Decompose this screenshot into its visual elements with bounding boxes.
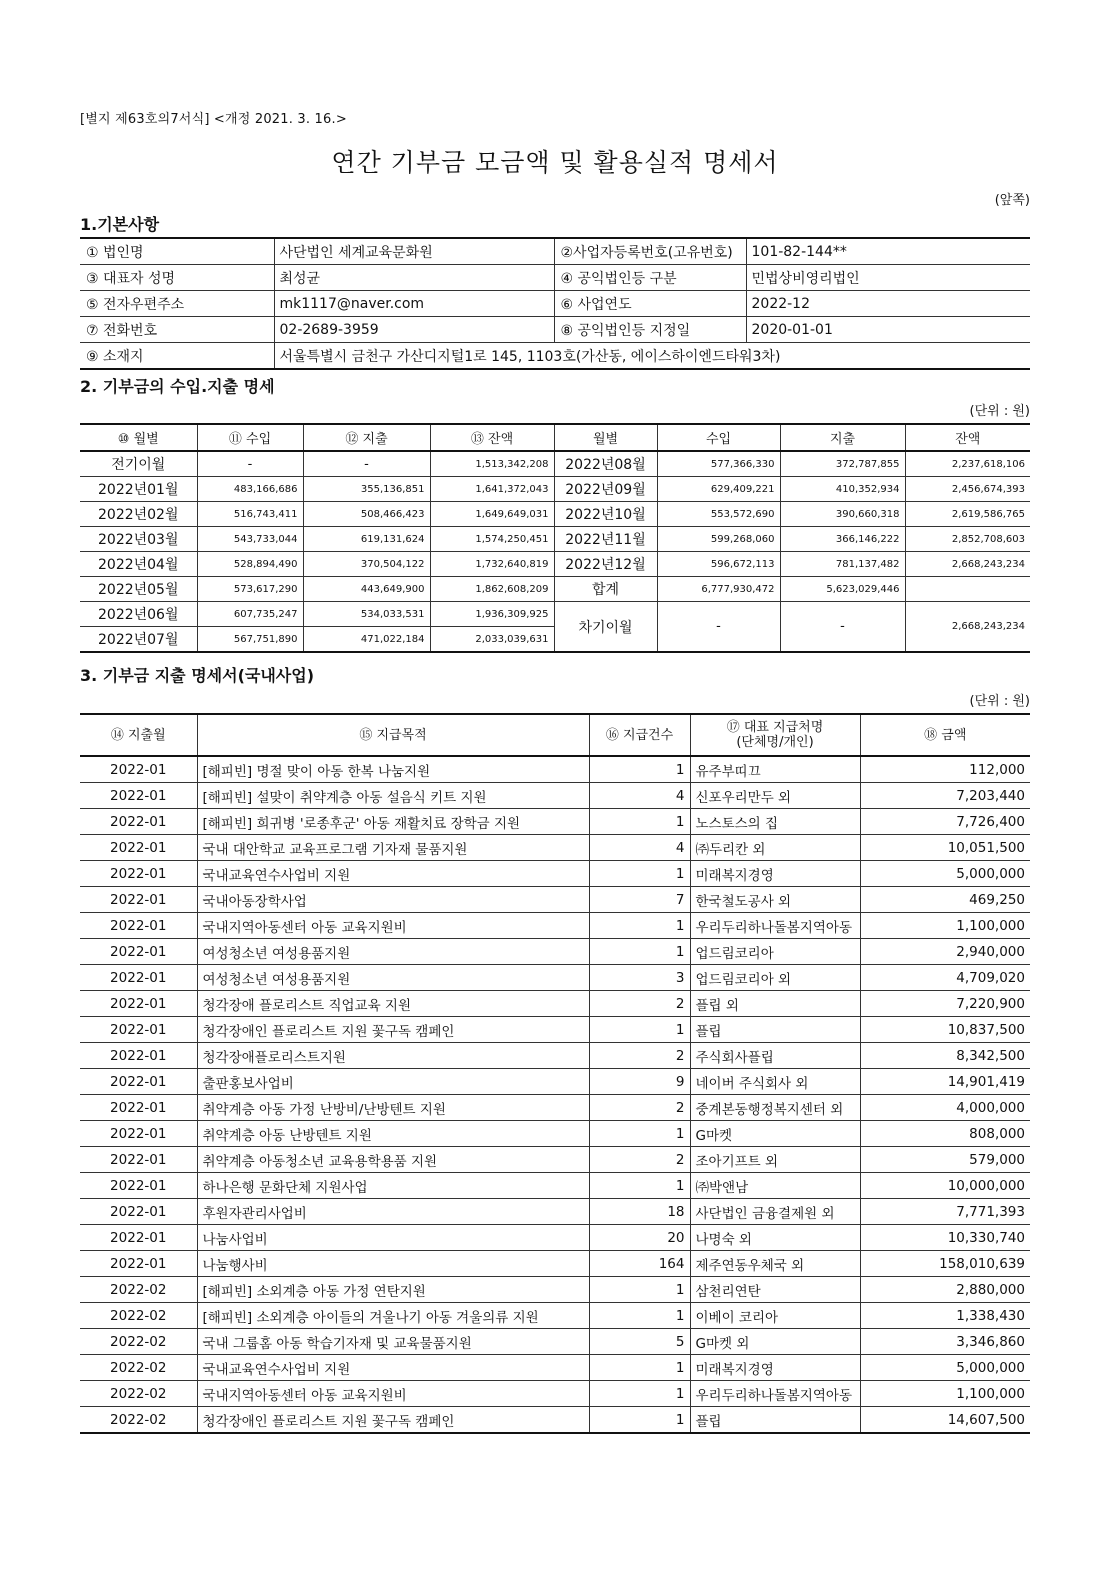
amount-cell: 158,010,639 (860, 1251, 1030, 1277)
field-value: 사단법인 세계교육문화원 (274, 238, 554, 265)
recipient-cell: 사단법인 금융결제원 외 (690, 1199, 860, 1225)
table-row (80, 1277, 1030, 1303)
month-cell: 2022년05월 (80, 577, 197, 602)
table-row (80, 1251, 1030, 1277)
address-row (80, 343, 1030, 370)
table-row (80, 1147, 1030, 1173)
table-row (80, 1095, 1030, 1121)
monthly-row (80, 552, 1030, 577)
col-header-line: ⑰ 대표 지급처명 (726, 720, 824, 735)
amount-cell: 1,100,000 (860, 913, 1030, 939)
field-label: ④ 공익법인등 구분 (554, 265, 746, 291)
amount-cell: 1,936,309,925 (430, 602, 554, 627)
month-cell: 2022-01 (80, 1095, 197, 1121)
info-row (80, 291, 1030, 317)
month-cell: 2022-01 (80, 1251, 197, 1277)
purpose-cell: 나눔사업비 (197, 1225, 589, 1251)
col-header: ⑫ 지출 (303, 424, 430, 451)
side-note: (앞쪽) (994, 193, 1030, 208)
table-row (80, 1303, 1030, 1329)
address-value: 서울특별시 금천구 가산디지털1로 145, 1103호(가산동, 에이스하이엔드타워3차) (274, 343, 1030, 370)
amount-cell: 599,268,060 (657, 527, 780, 552)
recipient-cell: 유주부띠끄 (690, 756, 860, 783)
recipient-cell: 이베이 코리아 (690, 1303, 860, 1329)
purpose-cell: [해피빈] 명절 맞이 아동 한복 나눔지원 (197, 756, 589, 783)
amount-cell: 534,033,531 (303, 602, 430, 627)
purpose-cell: 국내교육연수사업비 지원 (197, 861, 589, 887)
amount-cell: 355,136,851 (303, 477, 430, 502)
amount-cell: 567,751,890 (197, 627, 303, 653)
purpose-cell: [해피빈] 소외계층 아이들의 겨울나기 아동 겨울의류 지원 (197, 1303, 589, 1329)
count-cell: 2 (589, 1147, 690, 1173)
amount-cell: 1,862,608,209 (430, 577, 554, 602)
month-cell: 2022-01 (80, 939, 197, 965)
col-header: ⑯ 지급건수 (589, 714, 690, 756)
col-header: ⑪ 수입 (197, 424, 303, 451)
amount-cell: 2,668,243,234 (905, 552, 1030, 577)
amount-cell: 607,735,247 (197, 602, 303, 627)
purpose-cell: [해피빈] 설맞이 취약계층 아동 설음식 키트 지원 (197, 783, 589, 809)
info-row (80, 238, 1030, 265)
table-row (80, 1355, 1030, 1381)
count-cell: 1 (589, 939, 690, 965)
recipient-cell: ㈜두리칸 외 (690, 835, 860, 861)
amount-cell: 443,649,900 (303, 577, 430, 602)
month-cell: 2022-01 (80, 835, 197, 861)
field-label: ⑥ 사업연도 (554, 291, 746, 317)
col-header: ⑬ 잔액 (430, 424, 554, 451)
section-3-heading: 3. 기부금 지출 명세서(국내사업) (80, 666, 315, 685)
month-cell: 2022-01 (80, 809, 197, 835)
count-cell: 1 (589, 913, 690, 939)
carry-label: 차기이월 (554, 602, 657, 653)
recipient-cell: 업드림코리아 외 (690, 965, 860, 991)
count-cell: 1 (589, 1121, 690, 1147)
unit-note: (단위 : 원) (969, 404, 1030, 419)
amount-cell: 508,466,423 (303, 502, 430, 527)
amount-cell: 629,409,221 (657, 477, 780, 502)
field-value: mk1117@naver.com (274, 291, 554, 317)
recipient-cell: 우리두리하나돌봄지역아동 (690, 913, 860, 939)
amount-cell: 1,649,649,031 (430, 502, 554, 527)
count-cell: 2 (589, 1043, 690, 1069)
month-cell: 전기이월 (80, 451, 197, 477)
monthly-row (80, 602, 1030, 627)
purpose-cell: 국내지역아동센터 아동 교육지원비 (197, 1381, 589, 1407)
col-header: ⑱ 금액 (860, 714, 1030, 756)
month-cell: 2022-01 (80, 965, 197, 991)
count-cell: 1 (589, 1017, 690, 1043)
field-label: ③ 대표자 성명 (80, 265, 274, 291)
amount-cell: 5,000,000 (860, 1355, 1030, 1381)
purpose-cell: 취약계층 아동청소년 교육용학용품 지원 (197, 1147, 589, 1173)
count-cell: 4 (589, 835, 690, 861)
amount-cell: 2,852,708,603 (905, 527, 1030, 552)
purpose-cell: 여성청소년 여성용품지원 (197, 965, 589, 991)
col-header: 잔액 (905, 424, 1030, 451)
table-row (80, 783, 1030, 809)
month-cell: 2022-02 (80, 1329, 197, 1355)
col-header: ⑭ 지출월 (80, 714, 197, 756)
month-cell: 2022년08월 (554, 451, 657, 477)
count-cell: 164 (589, 1251, 690, 1277)
month-cell: 2022-01 (80, 1199, 197, 1225)
table-row (80, 809, 1030, 835)
recipient-cell: 중계본동행정복지센터 외 (690, 1095, 860, 1121)
carry-expense: - (780, 602, 905, 653)
amount-cell: 410,352,934 (780, 477, 905, 502)
amount-cell: 808,000 (860, 1121, 1030, 1147)
field-value: 민법상비영리법인 (746, 265, 1030, 291)
amount-cell: 2,456,674,393 (905, 477, 1030, 502)
amount-cell: 2,880,000 (860, 1277, 1030, 1303)
amount-cell: 2,033,039,631 (430, 627, 554, 653)
amount-cell: 1,100,000 (860, 1381, 1030, 1407)
recipient-cell: 제주연동우체국 외 (690, 1251, 860, 1277)
purpose-cell: 청각장애 플로리스트 직업교육 지원 (197, 991, 589, 1017)
purpose-cell: 취약계층 아동 난방텐트 지원 (197, 1121, 589, 1147)
recipient-cell: 플립 (690, 1017, 860, 1043)
amount-cell: 781,137,482 (780, 552, 905, 577)
amount-cell: 516,743,411 (197, 502, 303, 527)
monthly-row (80, 451, 1030, 477)
amount-cell: 14,607,500 (860, 1407, 1030, 1434)
amount-cell (905, 577, 1030, 602)
month-cell: 2022-01 (80, 783, 197, 809)
purpose-cell: 청각장애플로리스트지원 (197, 1043, 589, 1069)
field-label: ⑨ 소재지 (80, 343, 274, 370)
amount-cell: 372,787,855 (780, 451, 905, 477)
count-cell: 1 (589, 809, 690, 835)
purpose-cell: 하나은행 문화단체 지원사업 (197, 1173, 589, 1199)
field-value: 101-82-144** (746, 238, 1030, 265)
info-row (80, 317, 1030, 343)
count-cell: 4 (589, 783, 690, 809)
table-row (80, 1225, 1030, 1251)
field-value: 02-2689-3959 (274, 317, 554, 343)
purpose-cell: [해피빈] 희귀병 '로종후군' 아동 재활치료 장학금 지원 (197, 809, 589, 835)
count-cell: 1 (589, 1407, 690, 1434)
amount-cell: 471,022,184 (303, 627, 430, 653)
recipient-cell: 삼천리연탄 (690, 1277, 860, 1303)
amount-cell: 6,777,930,472 (657, 577, 780, 602)
amount-cell: 10,000,000 (860, 1173, 1030, 1199)
month-cell: 2022년12월 (554, 552, 657, 577)
purpose-cell: 청각장애인 플로리스트 지원 꽃구독 캠페인 (197, 1017, 589, 1043)
month-cell: 2022-01 (80, 1069, 197, 1095)
amount-cell: 7,726,400 (860, 809, 1030, 835)
count-cell: 2 (589, 1095, 690, 1121)
field-label: ②사업자등록번호(고유번호) (554, 238, 746, 265)
col-header: ⑩ 월별 (80, 424, 197, 451)
month-cell: 2022-01 (80, 887, 197, 913)
recipient-cell: 우리두리하나돌봄지역아동 (690, 1381, 860, 1407)
month-cell: 2022-02 (80, 1407, 197, 1434)
monthly-row (80, 502, 1030, 527)
amount-cell: 1,513,342,208 (430, 451, 554, 477)
table-row (80, 1017, 1030, 1043)
unit-note: (단위 : 원) (969, 694, 1030, 709)
amount-cell: 1,641,372,043 (430, 477, 554, 502)
amount-cell: 7,220,900 (860, 991, 1030, 1017)
field-value: 최성균 (274, 265, 554, 291)
table-row (80, 991, 1030, 1017)
count-cell: 18 (589, 1199, 690, 1225)
purpose-cell: 국내지역아동센터 아동 교육지원비 (197, 913, 589, 939)
field-label: ⑧ 공익법인등 지정일 (554, 317, 746, 343)
recipient-cell: 한국철도공사 외 (690, 887, 860, 913)
month-cell: 2022-01 (80, 913, 197, 939)
table-row (80, 1043, 1030, 1069)
amount-cell: 10,837,500 (860, 1017, 1030, 1043)
month-cell: 2022-02 (80, 1303, 197, 1329)
count-cell: 1 (589, 1381, 690, 1407)
amount-cell: 7,203,440 (860, 783, 1030, 809)
count-cell: 2 (589, 991, 690, 1017)
amount-cell: 1,338,430 (860, 1303, 1030, 1329)
amount-cell: 10,330,740 (860, 1225, 1030, 1251)
amount-cell: 469,250 (860, 887, 1030, 913)
amount-cell: 10,051,500 (860, 835, 1030, 861)
amount-cell: 2,237,618,106 (905, 451, 1030, 477)
amount-cell: - (197, 451, 303, 477)
section-1-heading: 1.기본사항 (80, 215, 160, 234)
count-cell: 1 (589, 1277, 690, 1303)
amount-cell: 528,894,490 (197, 552, 303, 577)
month-cell: 2022-01 (80, 1147, 197, 1173)
expenditure-table (80, 713, 1030, 1434)
monthly-row (80, 477, 1030, 502)
count-cell: 3 (589, 965, 690, 991)
col-header-line: (단체명/개인) (736, 735, 814, 750)
monthly-row (80, 527, 1030, 552)
month-cell: 2022-01 (80, 1017, 197, 1043)
month-cell: 2022-01 (80, 1225, 197, 1251)
info-row (80, 265, 1030, 291)
purpose-cell: 국내 대안학교 교육프로그램 기자재 물품지원 (197, 835, 589, 861)
amount-cell: 390,660,318 (780, 502, 905, 527)
recipient-cell: 조아기프트 외 (690, 1147, 860, 1173)
month-cell: 2022-01 (80, 1173, 197, 1199)
table-row (80, 756, 1030, 783)
col-header-recipient (690, 714, 860, 756)
col-header: 지출 (780, 424, 905, 451)
recipient-cell: 플립 (690, 1407, 860, 1434)
recipient-cell: 주식회사플립 (690, 1043, 860, 1069)
purpose-cell: 국내아동장학사업 (197, 887, 589, 913)
amount-cell: 483,166,686 (197, 477, 303, 502)
recipient-cell: 네이버 주식회사 외 (690, 1069, 860, 1095)
purpose-cell: 국내 그룹홈 아동 학습기자재 및 교육물품지원 (197, 1329, 589, 1355)
count-cell: 7 (589, 887, 690, 913)
purpose-cell: 나눔행사비 (197, 1251, 589, 1277)
amount-cell: 596,672,113 (657, 552, 780, 577)
purpose-cell: 출판홍보사업비 (197, 1069, 589, 1095)
table-row (80, 939, 1030, 965)
month-cell: 합계 (554, 577, 657, 602)
count-cell: 1 (589, 1303, 690, 1329)
amount-cell: 4,000,000 (860, 1095, 1030, 1121)
form-id: [별지 제63호의7서식] <개정 2021. 3. 16.> (80, 112, 347, 127)
month-cell: 2022-02 (80, 1277, 197, 1303)
month-cell: 2022년03월 (80, 527, 197, 552)
month-cell: 2022-01 (80, 756, 197, 783)
table-row (80, 835, 1030, 861)
recipient-cell: 업드림코리아 (690, 939, 860, 965)
amount-cell: 8,342,500 (860, 1043, 1030, 1069)
table-row (80, 1381, 1030, 1407)
amount-cell: 577,366,330 (657, 451, 780, 477)
amount-cell: 2,940,000 (860, 939, 1030, 965)
purpose-cell: 청각장애인 플로리스트 지원 꽃구독 캠페인 (197, 1407, 589, 1434)
amount-cell: - (303, 451, 430, 477)
month-cell: 2022-01 (80, 1121, 197, 1147)
recipient-cell: 신포우리만두 외 (690, 783, 860, 809)
amount-cell: 619,131,624 (303, 527, 430, 552)
month-cell: 2022년04월 (80, 552, 197, 577)
amount-cell: 14,901,419 (860, 1069, 1030, 1095)
month-cell: 2022년06월 (80, 602, 197, 627)
carry-balance: 2,668,243,234 (905, 602, 1030, 653)
recipient-cell: G마켓 외 (690, 1329, 860, 1355)
table-row (80, 913, 1030, 939)
table-row (80, 1199, 1030, 1225)
amount-cell: 370,504,122 (303, 552, 430, 577)
monthly-row (80, 577, 1030, 602)
section-2-heading: 2. 기부금의 수입.지출 명세 (80, 377, 275, 396)
col-header: 수입 (657, 424, 780, 451)
month-cell: 2022-02 (80, 1381, 197, 1407)
field-label: ⑤ 전자우편주소 (80, 291, 274, 317)
recipient-cell: 플립 외 (690, 991, 860, 1017)
count-cell: 20 (589, 1225, 690, 1251)
amount-cell: 5,623,029,446 (780, 577, 905, 602)
purpose-cell: [해피빈] 소외계층 아동 가정 연탄지원 (197, 1277, 589, 1303)
month-cell: 2022-01 (80, 861, 197, 887)
recipient-cell: 노스토스의 집 (690, 809, 860, 835)
month-cell: 2022년01월 (80, 477, 197, 502)
table-row (80, 887, 1030, 913)
table-row (80, 1329, 1030, 1355)
amount-cell: 1,732,640,819 (430, 552, 554, 577)
amount-cell: 579,000 (860, 1147, 1030, 1173)
recipient-cell: 미래복지경영 (690, 861, 860, 887)
purpose-cell: 취약계층 아동 가정 난방비/난방텐트 지원 (197, 1095, 589, 1121)
amount-cell: 2,619,586,765 (905, 502, 1030, 527)
month-cell: 2022년10월 (554, 502, 657, 527)
amount-cell: 366,146,222 (780, 527, 905, 552)
month-cell: 2022년09월 (554, 477, 657, 502)
amount-cell: 1,574,250,451 (430, 527, 554, 552)
count-cell: 1 (589, 1355, 690, 1381)
amount-cell: 543,733,044 (197, 527, 303, 552)
amount-cell: 5,000,000 (860, 861, 1030, 887)
count-cell: 5 (589, 1329, 690, 1355)
purpose-cell: 국내교육연수사업비 지원 (197, 1355, 589, 1381)
count-cell: 1 (589, 861, 690, 887)
recipient-cell: 나명숙 외 (690, 1225, 860, 1251)
field-value: 2022-12 (746, 291, 1030, 317)
month-cell: 2022-01 (80, 991, 197, 1017)
count-cell: 1 (589, 1173, 690, 1199)
page-title: 연간 기부금 모금액 및 활용실적 명세서 (331, 148, 779, 177)
month-cell: 2022년11월 (554, 527, 657, 552)
table-row (80, 1407, 1030, 1434)
count-cell: 1 (589, 756, 690, 783)
amount-cell: 112,000 (860, 756, 1030, 783)
basic-info-table (80, 237, 1030, 370)
amount-cell: 573,617,290 (197, 577, 303, 602)
income-expense-table (80, 423, 1030, 653)
field-label: ① 법인명 (80, 238, 274, 265)
amount-cell: 553,572,690 (657, 502, 780, 527)
amount-cell: 4,709,020 (860, 965, 1030, 991)
recipient-cell: 미래복지경영 (690, 1355, 860, 1381)
month-cell: 2022-01 (80, 1043, 197, 1069)
table-row (80, 1069, 1030, 1095)
table-row (80, 1173, 1030, 1199)
field-label: ⑦ 전화번호 (80, 317, 274, 343)
col-header: 월별 (554, 424, 657, 451)
month-cell: 2022년07월 (80, 627, 197, 653)
table-row (80, 1121, 1030, 1147)
count-cell: 9 (589, 1069, 690, 1095)
col-header: ⑮ 지급목적 (197, 714, 589, 756)
month-cell: 2022년02월 (80, 502, 197, 527)
purpose-cell: 후원자관리사업비 (197, 1199, 589, 1225)
table-row (80, 861, 1030, 887)
recipient-cell: G마켓 (690, 1121, 860, 1147)
carry-income: - (657, 602, 780, 653)
amount-cell: 7,771,393 (860, 1199, 1030, 1225)
amount-cell: 3,346,860 (860, 1329, 1030, 1355)
month-cell: 2022-02 (80, 1355, 197, 1381)
field-value: 2020-01-01 (746, 317, 1030, 343)
table-row (80, 965, 1030, 991)
purpose-cell: 여성청소년 여성용품지원 (197, 939, 589, 965)
recipient-cell: ㈜박앤남 (690, 1173, 860, 1199)
